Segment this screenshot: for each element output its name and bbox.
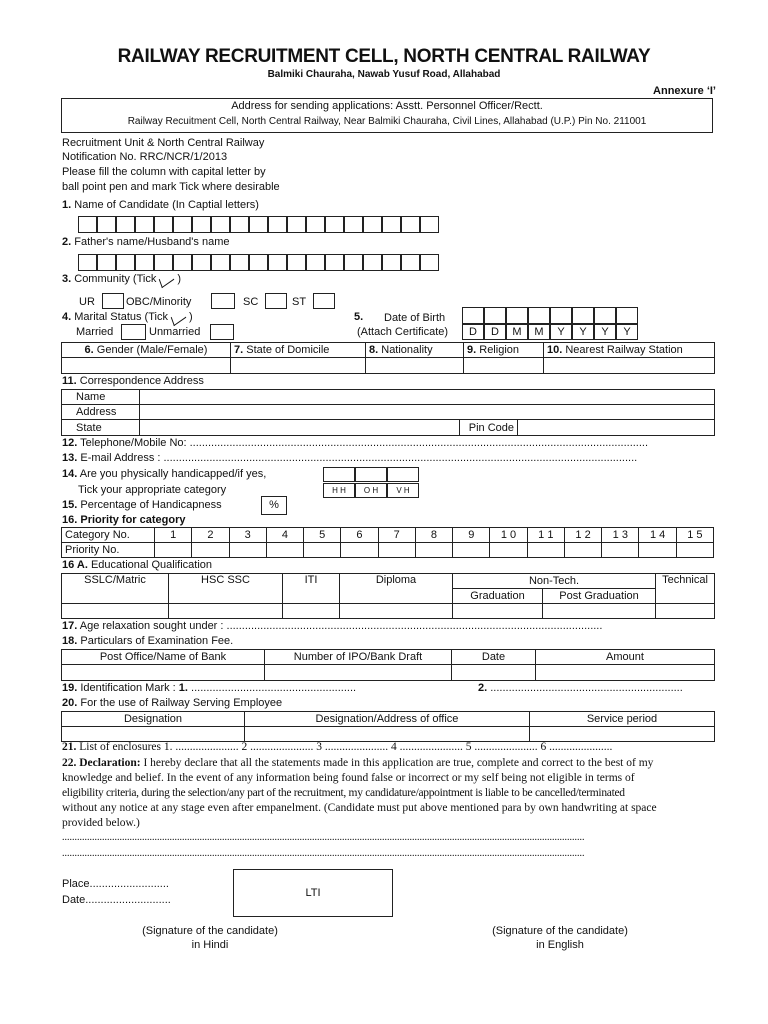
- address-line-1: Address for sending applications: Asstt. Personnel Officer/Rectt.: [231, 100, 543, 112]
- category-vh[interactable]: V H: [387, 483, 419, 498]
- fee-date-field[interactable]: [452, 665, 536, 681]
- personal-details-table: [61, 342, 715, 374]
- category-number: 7: [378, 528, 415, 543]
- letter-cell[interactable]: [325, 216, 344, 233]
- tick-icon: [159, 271, 174, 288]
- postgrad-header: Post Graduation: [543, 589, 656, 604]
- service-period-field[interactable]: [530, 727, 715, 742]
- pin-digit-cell[interactable]: [614, 420, 638, 435]
- priority-cell[interactable]: [341, 543, 378, 558]
- diploma-field[interactable]: [340, 604, 453, 619]
- letter-cell[interactable]: [249, 216, 268, 233]
- pin-code-label: Pin Code: [460, 420, 518, 436]
- pin-digit-cell[interactable]: [638, 420, 662, 435]
- address-line-2: Railway Recuitment Cell, North Central Railway, Near Balmiki Chauraha, Civil Lines, Allahabad (U.P.) Pin No. 211001: [127, 116, 647, 127]
- dob-cell[interactable]: Y: [550, 324, 572, 340]
- letter-cell[interactable]: [154, 254, 173, 271]
- dob-upper-cells[interactable]: [462, 307, 638, 324]
- address-name-label: Name: [62, 390, 140, 405]
- dob-cell[interactable]: D: [484, 324, 506, 340]
- pin-digit-cell[interactable]: [566, 420, 590, 435]
- priority-cell[interactable]: [564, 543, 601, 558]
- category-number: 1 2: [564, 528, 601, 543]
- handicap-box-row[interactable]: [323, 467, 419, 482]
- community-ur-label: UR: [79, 296, 95, 308]
- dob-cell[interactable]: M: [506, 324, 528, 340]
- category-number: 1 4: [639, 528, 676, 543]
- community-sc-label: SC: [243, 296, 259, 308]
- q21-label: 21. List of enclosures 1. ...................... 2 ...................... 3 ...................... 4 ...................... 5 ...................... 6 ......................: [62, 741, 613, 753]
- letter-cell[interactable]: [154, 216, 173, 233]
- religion-header: 9. Religion: [464, 343, 544, 358]
- letter-cell[interactable]: [192, 254, 211, 271]
- marital-married-label: Married: [76, 326, 114, 338]
- q18-label: 18. Particulars of Examination Fee.: [62, 635, 234, 647]
- q15-label: 15. Percentage of Handicapness: [62, 499, 222, 511]
- category-number: 1 1: [527, 528, 564, 543]
- letter-cell[interactable]: [135, 254, 154, 271]
- priority-cell[interactable]: [192, 543, 229, 558]
- letter-cell[interactable]: [420, 216, 439, 233]
- nontech-header: Non-Tech.: [453, 574, 656, 589]
- letter-cell[interactable]: [78, 254, 97, 271]
- sslc-field[interactable]: [62, 604, 169, 619]
- letter-cell[interactable]: [287, 216, 306, 233]
- q1-label: 1. Name of Candidate (In Captial letters): [62, 199, 259, 211]
- iti-header: ITI: [283, 574, 340, 604]
- dob-cell[interactable]: M: [528, 324, 550, 340]
- date-header: Date: [452, 650, 536, 665]
- letter-cell[interactable]: [325, 254, 344, 271]
- domicile-field[interactable]: [231, 358, 366, 374]
- pin-code-cells[interactable]: [518, 420, 715, 436]
- letter-cell[interactable]: [306, 216, 325, 233]
- amount-header: Amount: [536, 650, 715, 665]
- q4-label: 4. Marital Status (Tick ): [62, 311, 193, 323]
- letter-cell[interactable]: [268, 254, 287, 271]
- place-field[interactable]: Place..........................: [62, 878, 169, 890]
- category-hh[interactable]: H H: [323, 483, 355, 498]
- amount-field[interactable]: [536, 665, 715, 681]
- priority-cell[interactable]: [155, 543, 192, 558]
- intro-line-4: ball point pen and mark Tick where desirable: [62, 181, 280, 193]
- exam-fee-table: [61, 649, 715, 681]
- letter-cell[interactable]: [173, 216, 192, 233]
- priority-cell[interactable]: [602, 543, 639, 558]
- category-number: 1 5: [676, 528, 713, 543]
- letter-cell[interactable]: [78, 216, 97, 233]
- q13-label: 13. E-mail Address : ...........................................................................................................................................................: [62, 452, 638, 464]
- q14-label-2: Tick your appropriate category: [78, 484, 227, 496]
- declaration-line-2[interactable]: .................................................................................................................................................................................................................: [62, 848, 585, 859]
- ipo-header: Number of IPO/Bank Draft: [265, 650, 452, 665]
- domicile-header: 7. State of Domicile: [231, 343, 366, 358]
- category-number: 1: [155, 528, 192, 543]
- father-name-cells[interactable]: [78, 254, 439, 271]
- marital-married-box[interactable]: [121, 324, 146, 340]
- community-st-box[interactable]: [313, 293, 335, 309]
- dob-cell[interactable]: Y: [572, 324, 594, 340]
- priority-no-label: Priority No.: [62, 543, 155, 558]
- category-no-label: Category No.: [62, 528, 155, 543]
- priority-cell[interactable]: [639, 543, 676, 558]
- gender-header: 6. Gender (Male/Female): [62, 343, 231, 358]
- category-number: 1 0: [490, 528, 527, 543]
- priority-cell[interactable]: [453, 543, 490, 558]
- q11-label: 11. Correspondence Address: [62, 375, 204, 387]
- letter-cell[interactable]: [230, 254, 249, 271]
- q16a-label: 16 A. Educational Qualification: [62, 559, 213, 571]
- marital-unmarried-box[interactable]: [210, 324, 234, 340]
- q14-label: 14. Are you physically handicapped/if yes,: [62, 468, 267, 480]
- religion-field[interactable]: [464, 358, 544, 374]
- letter-cell[interactable]: [363, 216, 382, 233]
- q17-label: 17. Age relaxation sought under : ...........................................................................................................................: [62, 620, 603, 632]
- letter-cell[interactable]: [173, 254, 192, 271]
- technical-header: Technical: [656, 574, 715, 604]
- letter-cell[interactable]: [420, 254, 439, 271]
- sig-english-label: (Signature of the candidate): [492, 925, 628, 937]
- marital-unmarried-label: Unmarried: [149, 326, 201, 338]
- letter-cell[interactable]: [211, 216, 230, 233]
- date-field[interactable]: Date............................: [62, 894, 171, 906]
- dob-cells[interactable]: [462, 324, 638, 340]
- sig-hindi-sub: in Hindi: [191, 939, 229, 951]
- nationality-field[interactable]: [366, 358, 464, 374]
- priority-cell[interactable]: [676, 543, 713, 558]
- tick-icon: [171, 309, 186, 326]
- ipo-field[interactable]: [265, 665, 452, 681]
- diploma-header: Diploma: [340, 574, 453, 604]
- address-name-field[interactable]: [140, 390, 715, 405]
- letter-cell[interactable]: [401, 254, 420, 271]
- office-field[interactable]: [245, 727, 530, 742]
- railway-station-header: 10. Nearest Railway Station: [544, 343, 715, 358]
- q5-attach: (Attach Certificate): [357, 326, 449, 338]
- category-number: 2: [192, 528, 229, 543]
- priority-cell[interactable]: [415, 543, 452, 558]
- q5-num: 5.: [354, 311, 364, 323]
- office-header: Designation/Address of office: [245, 712, 530, 727]
- category-priority-table: [61, 527, 714, 558]
- category-number: 5: [304, 528, 341, 543]
- bank-field[interactable]: [62, 665, 265, 681]
- pin-digit-cell[interactable]: [542, 420, 566, 435]
- letter-cell[interactable]: [192, 216, 211, 233]
- letter-cell[interactable]: [249, 254, 268, 271]
- category-number: 9: [453, 528, 490, 543]
- hsc-header: HSC SSC: [169, 574, 283, 604]
- sig-hindi-label: (Signature of the candidate): [142, 925, 278, 937]
- letter-cell[interactable]: [97, 216, 116, 233]
- graduation-header: Graduation: [453, 589, 543, 604]
- pin-digit-cell[interactable]: [590, 420, 614, 435]
- hsc-field[interactable]: [169, 604, 283, 619]
- letter-cell[interactable]: [230, 216, 249, 233]
- category-number: 4: [266, 528, 303, 543]
- iti-field[interactable]: [283, 604, 340, 619]
- declaration-text: 22. Declaration: I hereby declare that all the statements made in this application are true, complete and correct to the best of my knowledge and belief. In the event of any information being found false or incorrect or my self being not eligible in terms of eligibility criteria, during the selection/any part of the recruitment, my candidature/appointment is liable to be cancelled/terminated without any notice at any stage even after empanelment. (Candidate must put above mentioned para by own handwriting at space provided below.): [62, 757, 657, 829]
- dob-cell[interactable]: Y: [616, 324, 638, 340]
- education-table: [61, 573, 715, 619]
- priority-cell[interactable]: [490, 543, 527, 558]
- intro-line-2: Notification No. RRC/NCR/1/2013: [62, 151, 228, 163]
- address-table: [61, 389, 715, 436]
- designation-header: Designation: [62, 712, 245, 727]
- address-address-label: Address: [62, 405, 140, 420]
- letter-cell[interactable]: [382, 216, 401, 233]
- letter-cell[interactable]: [344, 216, 363, 233]
- q2-label: 2. Father's name/Husband's name: [62, 236, 230, 248]
- form-title: RAILWAY RECRUITMENT CELL, NORTH CENTRAL RAILWAY: [117, 46, 651, 67]
- q19-label: 19. Identification Mark : 1. ......................................................: [62, 682, 357, 694]
- q3-label: 3. Community (Tick ): [62, 273, 181, 285]
- letter-cell[interactable]: [382, 254, 401, 271]
- form-subtitle: Balmiki Chauraha, Nawab Yusuf Road, Allahabad: [267, 69, 501, 80]
- candidate-name-cells[interactable]: [78, 216, 439, 233]
- q19-second: 2. ...............................................................: [478, 682, 683, 694]
- nationality-header: 8. Nationality: [366, 343, 464, 358]
- letter-cell[interactable]: [211, 254, 230, 271]
- service-period-header: Service period: [530, 712, 715, 727]
- annexure-label: Annexure ‘I’: [653, 85, 716, 97]
- dob-cell[interactable]: D: [462, 324, 484, 340]
- designation-field[interactable]: [62, 727, 245, 742]
- category-oh[interactable]: O H: [355, 483, 387, 498]
- community-obc-box[interactable]: [211, 293, 235, 309]
- address-state-field[interactable]: [140, 420, 460, 436]
- handicap-percent-box[interactable]: %: [261, 496, 287, 515]
- priority-cell[interactable]: [229, 543, 266, 558]
- community-obc-label: OBC/Minority: [126, 296, 192, 308]
- letter-cell[interactable]: [344, 254, 363, 271]
- priority-cell[interactable]: [527, 543, 564, 558]
- priority-cell[interactable]: [304, 543, 341, 558]
- q5-label: Date of Birth: [384, 312, 446, 324]
- letter-cell[interactable]: [135, 216, 154, 233]
- letter-cell[interactable]: [268, 216, 287, 233]
- category-number: 6: [341, 528, 378, 543]
- letter-cell[interactable]: [363, 254, 382, 271]
- letter-cell[interactable]: [97, 254, 116, 271]
- letter-cell[interactable]: [306, 254, 325, 271]
- letter-cell[interactable]: [116, 254, 135, 271]
- handicap-categories: [323, 483, 419, 498]
- graduation-field[interactable]: [453, 604, 543, 619]
- intro-line-1: Recruitment Unit & North Central Railway: [62, 137, 265, 149]
- q16-label: 16. Priority for category: [62, 514, 186, 526]
- priority-cell[interactable]: [266, 543, 303, 558]
- community-ur-box[interactable]: [102, 293, 124, 309]
- sig-english-sub: in English: [536, 939, 584, 951]
- category-number: 8: [415, 528, 452, 543]
- address-state-label: State: [62, 420, 140, 436]
- letter-cell[interactable]: [116, 216, 135, 233]
- letter-cell[interactable]: [401, 216, 420, 233]
- community-sc-box[interactable]: [265, 293, 287, 309]
- sslc-header: SSLC/Matric: [62, 574, 169, 604]
- address-address-field[interactable]: [140, 405, 715, 420]
- declaration-line-1[interactable]: .................................................................................................................................................................................................................: [62, 832, 585, 843]
- lti-box[interactable]: LTI: [233, 869, 393, 917]
- gender-field[interactable]: [62, 358, 231, 374]
- pin-digit-cell[interactable]: [662, 420, 686, 435]
- bank-header: Post Office/Name of Bank: [62, 650, 265, 665]
- q12-label: 12. Telephone/Mobile No: ......................................................................................................................................................: [62, 437, 649, 449]
- intro-line-3: Please fill the column with capital letter by: [62, 166, 266, 178]
- category-number: 1 3: [602, 528, 639, 543]
- q20-label: 20. For the use of Railway Serving Employee: [62, 697, 283, 709]
- railway-station-field[interactable]: [544, 358, 715, 374]
- priority-cell[interactable]: [378, 543, 415, 558]
- serving-employee-table: [61, 711, 715, 742]
- letter-cell[interactable]: [287, 254, 306, 271]
- postgrad-field[interactable]: [543, 604, 656, 619]
- pin-digit-cell[interactable]: [518, 420, 542, 435]
- dob-cell[interactable]: Y: [594, 324, 616, 340]
- technical-field[interactable]: [656, 604, 715, 619]
- category-number: 3: [229, 528, 266, 543]
- community-st-label: ST: [292, 296, 307, 308]
